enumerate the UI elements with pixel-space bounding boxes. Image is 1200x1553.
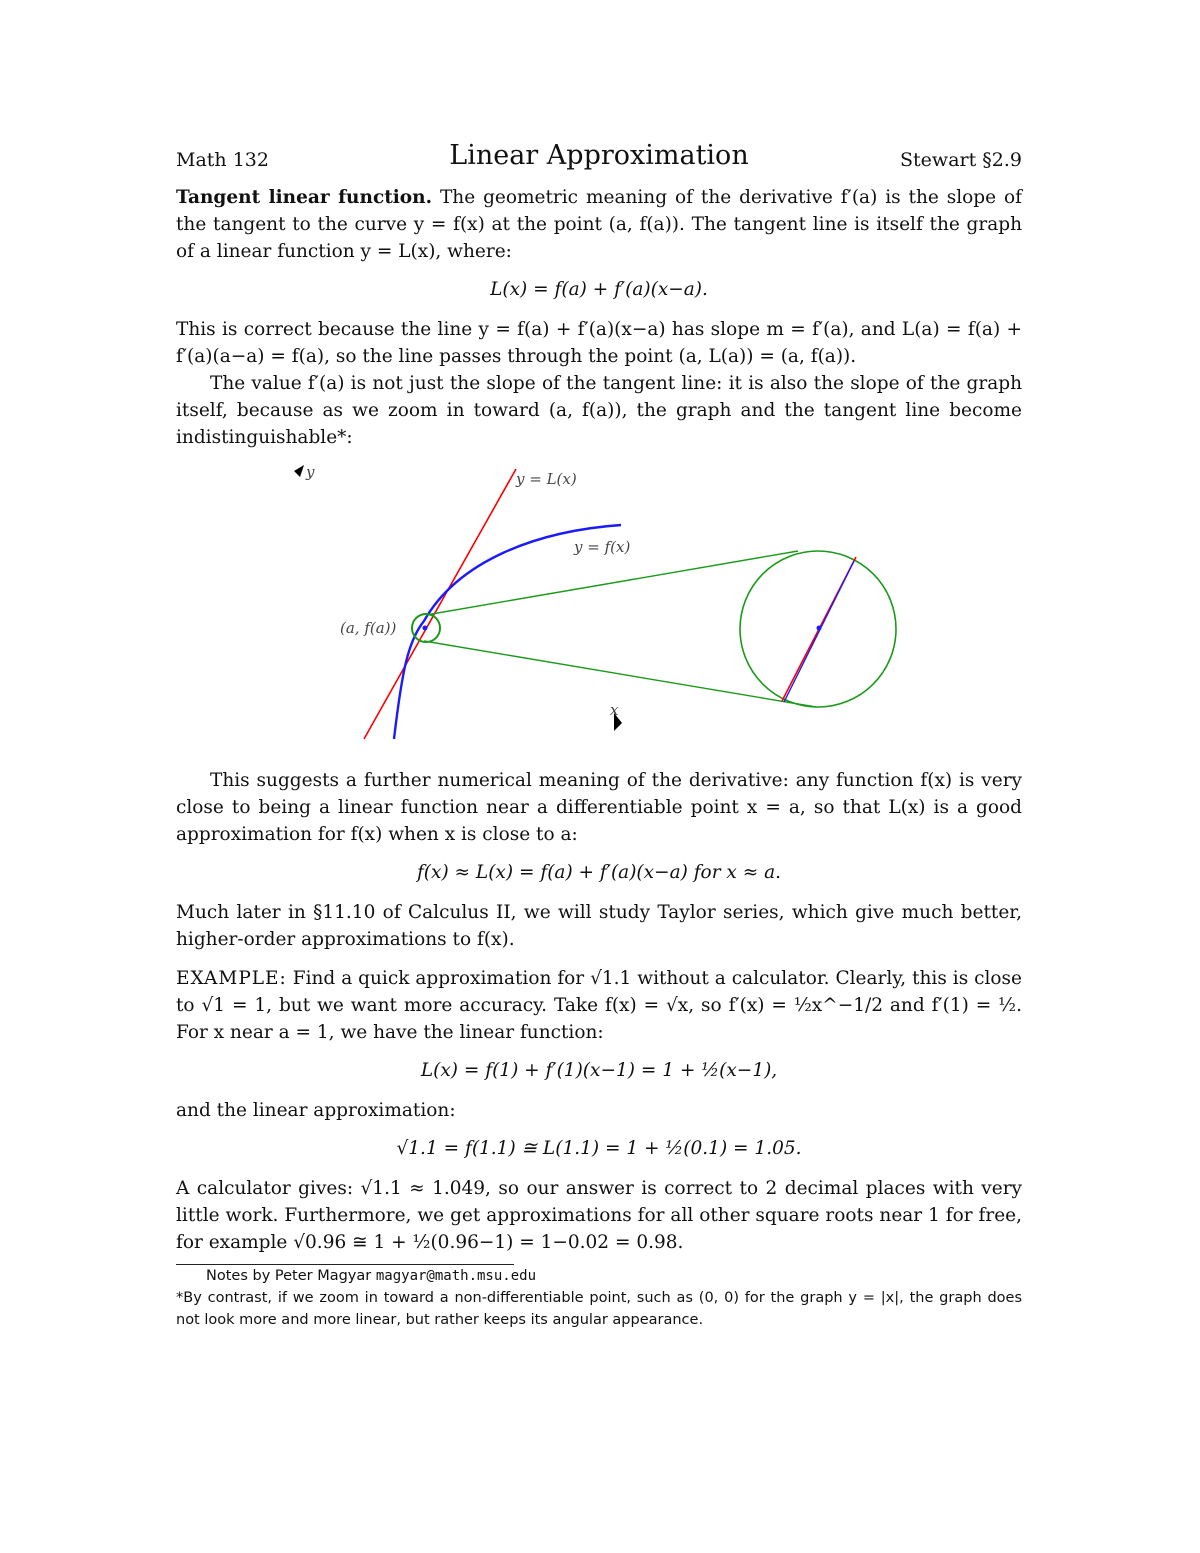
example-label: EXAMPLE:	[176, 968, 287, 989]
x-axis-label: x	[610, 701, 619, 719]
course-number: Math 132	[176, 149, 269, 171]
zoom-connector-bottom	[424, 641, 816, 707]
author-note	[176, 1265, 1022, 1287]
example-text: Find a quick approximation for √1.1 without a calculator. Clearly, this is close to √1 = 1, but we want more accuracy. Take f(x) = √x, so f′(x) = ½x^−1/2 and f′(1) = ½. For x near a = 1, we have the linear function:	[176, 968, 1022, 1043]
example-approximation: √1.1 = f(1.1) ≅ L(1.1) = 1 + ½(0.1) = 1.05.	[396, 1138, 802, 1159]
correctness-paragraph: This is correct because the line y = f(a) + f′(a)(x−a) has slope m = f′(a), and L(a) = f(a) + f′(a)(a−a) = f(a), so the line passes through the point (a, L(a)) = (a, f(a)).	[176, 319, 1022, 367]
magnified-curve	[784, 561, 854, 702]
page-title: Linear Approximation	[449, 140, 749, 171]
point-a-dot	[423, 626, 428, 631]
numerical-paragraph: This suggests a further numerical meaning of the derivative: any function f(x) is very close to being a linear function near a differentiable point x = a, so that L(x) is a good approximation for f(x) when x is close to a:	[176, 770, 1022, 845]
zoom-figure	[176, 461, 1022, 751]
page-header	[176, 140, 1022, 184]
magnified-point-dot	[817, 626, 822, 631]
approximation-intro: and the linear approximation:	[176, 1100, 456, 1121]
calculator-paragraph: A calculator gives: √1.1 ≈ 1.049, so our answer is correct to 2 decimal places with very little work. Furthermore, we get approximations for all other square roots near 1 for free, for example √0.96 ≅ 1 + ½(0.96−1) = 1−0.02 = 0.98.	[176, 1178, 1022, 1253]
function-curve	[394, 525, 621, 739]
author-email: magyar@math.msu.edu	[375, 1268, 537, 1284]
curve-label: y = f(x)	[574, 538, 631, 556]
star-footnote: *By contrast, if we zoom in toward a non-differentiable point, such as (0, 0) for the graph y = |x|, the graph does not look more and more linear, but rather keeps its angular appearance.	[176, 1290, 1022, 1328]
zoom-paragraph: The value f′(a) is not just the slope of the tangent line: it is also the slope of the graph itself, because as we zoom in toward (a, f(a)), the graph and the tangent line become indistinguishable*:	[176, 373, 1022, 448]
zoom-connector-top	[426, 551, 798, 615]
zoom-figure-svg	[176, 461, 1022, 751]
tangent-line-equation: L(x) = f(a) + f′(a)(x−a).	[490, 279, 708, 300]
taylor-paragraph: Much later in §11.10 of Calculus II, we will study Taylor series, which give much better, higher-order approximations to f(x).	[176, 902, 1022, 950]
document-page	[176, 140, 1022, 1331]
approximation-equation: f(x) ≈ L(x) = f(a) + f′(a)(x−a) for x ≈ a.	[416, 862, 782, 883]
section-heading: Tangent linear function.	[176, 187, 433, 208]
y-axis-label: y	[306, 463, 315, 481]
intro-paragraph	[176, 184, 1022, 265]
tangent-label: y = L(x)	[516, 470, 577, 488]
example-linear-function: L(x) = f(1) + f′(1)(x−1) = 1 + ½(x−1),	[420, 1060, 778, 1081]
textbook-reference: Stewart §2.9	[900, 149, 1022, 171]
y-axis-arrow-icon	[294, 465, 304, 477]
example-paragraph	[176, 965, 1022, 1046]
intro-text: The geometric meaning of the derivative f′(a) is the slope of the tangent to the curve y = f(x) at the point (a, f(a)). The tangent line is itself the graph of a linear function y = L(x), where:	[176, 187, 1022, 262]
point-label: (a, f(a))	[340, 619, 397, 637]
author-text: Notes by Peter Magyar	[206, 1268, 372, 1284]
